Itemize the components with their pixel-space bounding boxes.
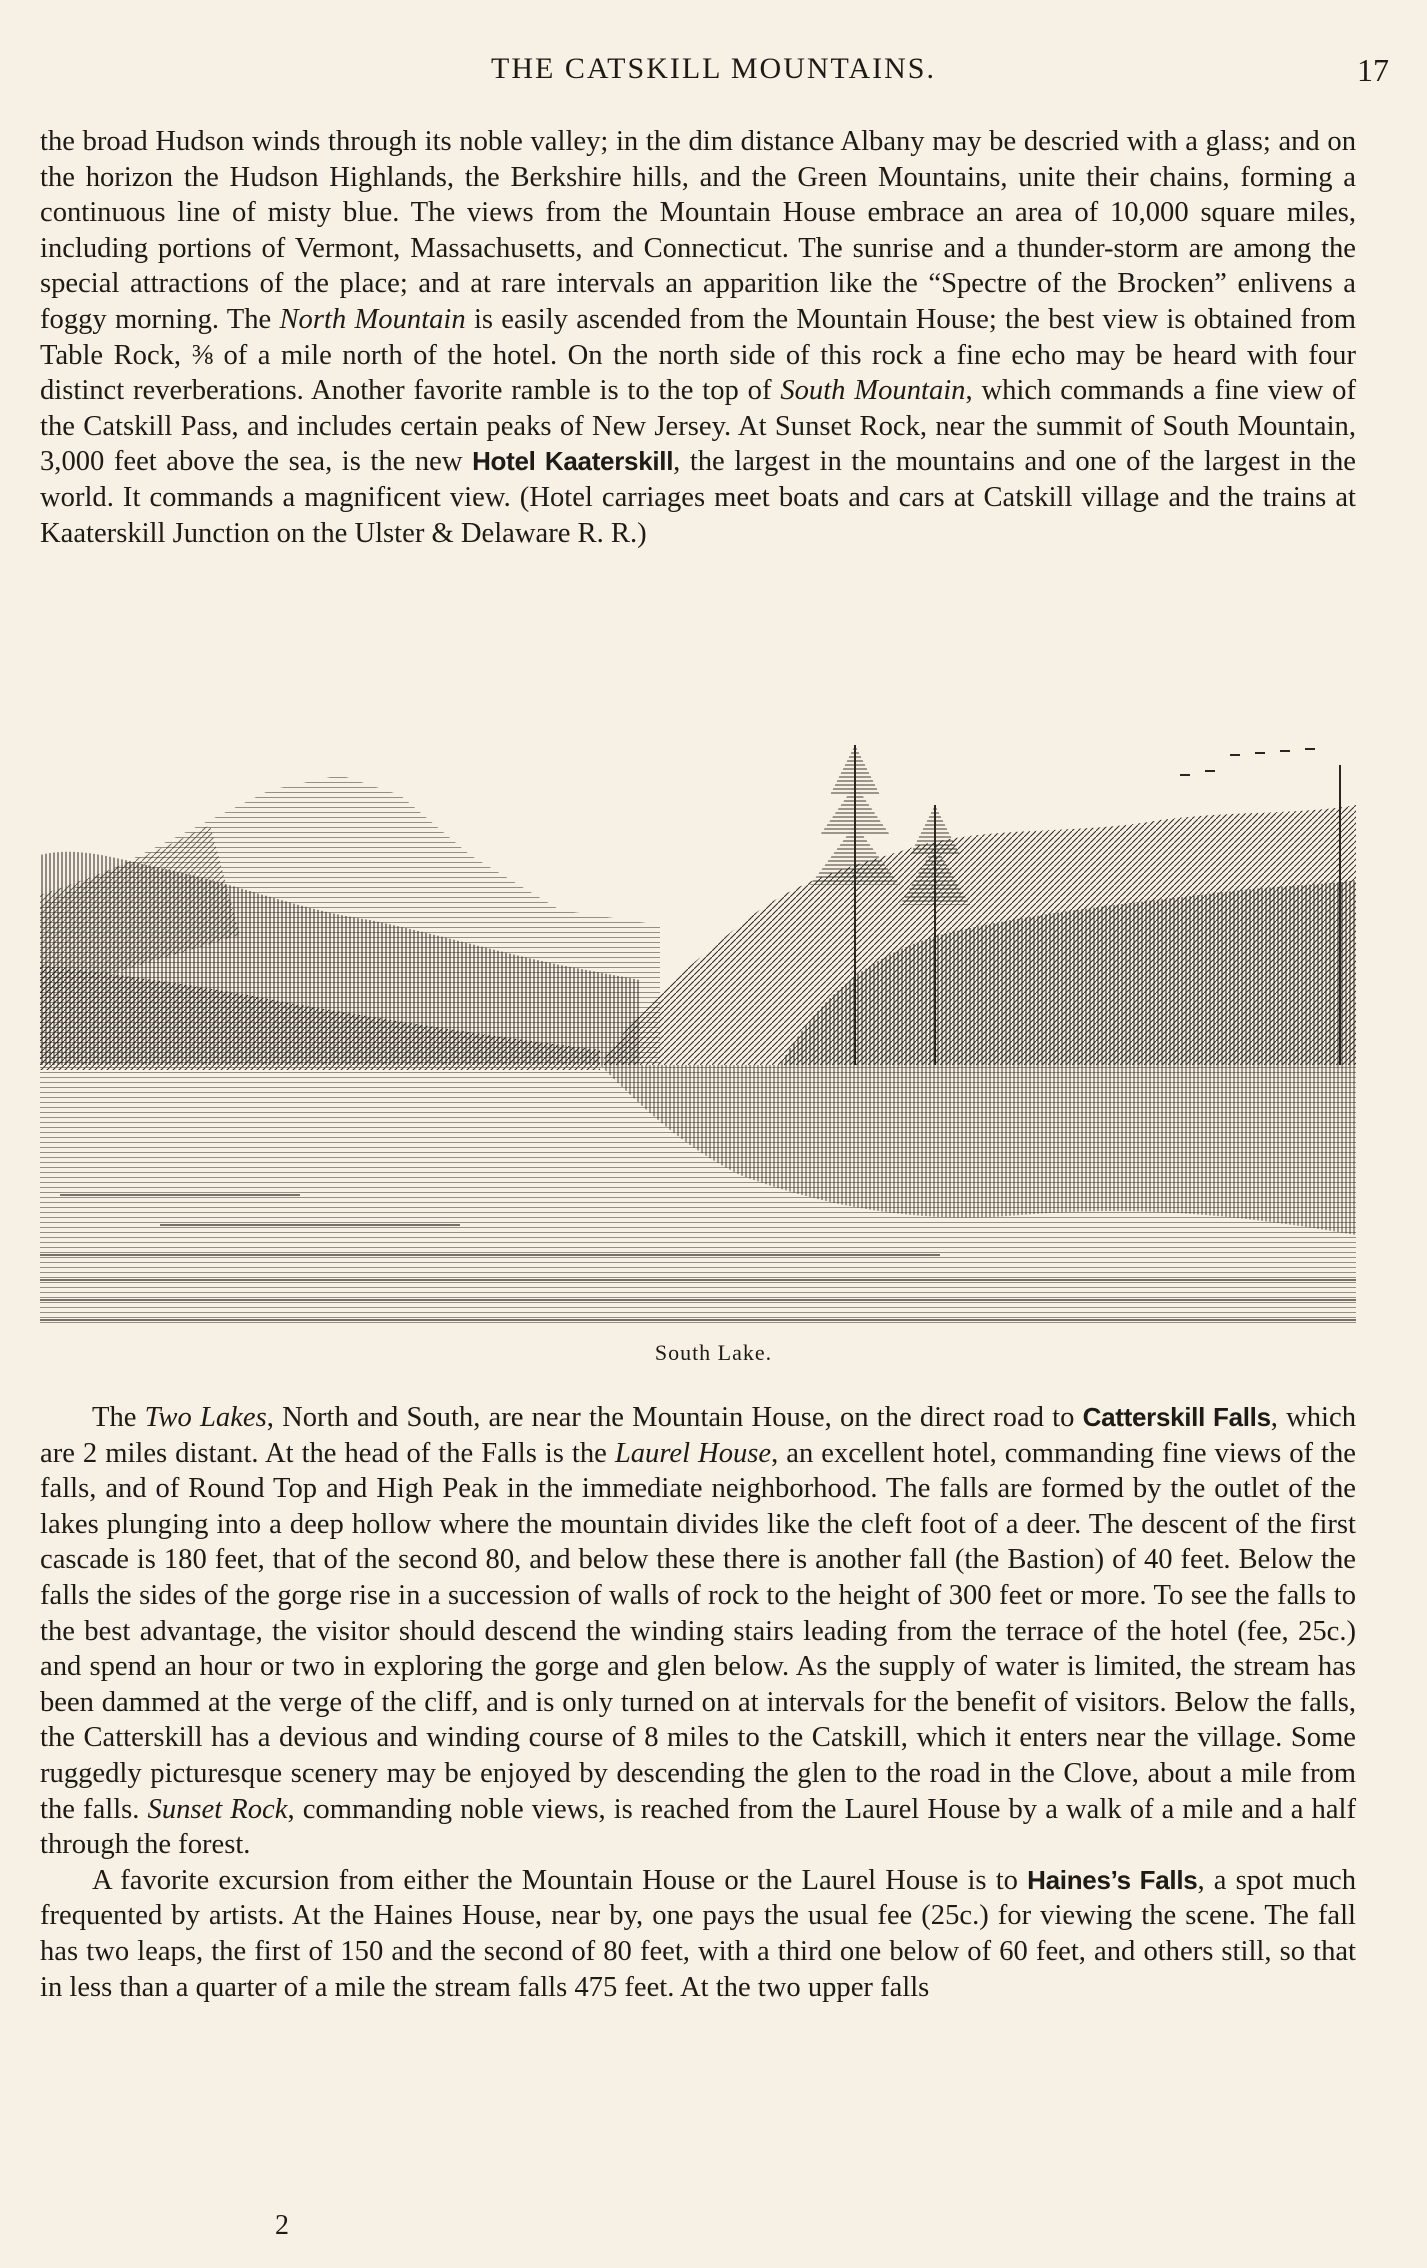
south-lake-engraving [40,735,1356,1325]
page-number: 17 [1357,52,1389,88]
paragraph-1: the broad Hudson winds through its noble valley; in the dim distance Albany may be descried with a glass; and on the horizon the Hudson Highlands, the Berkshire hills, and the Green Mountains, unite their chains, forming a continuous line of misty blue. The views from the Mountain House embrace an area of 10,000 square miles, including portions of Vermont, Massachusetts, and Connecticut. The sunrise and a thunder-storm are among the special attractions of the place; and at rare intervals an apparition like the “Spectre of the Brocken” enlivens a foggy morning. The North Mountain is easily ascended from the Mountain House; the best view is obtained from Table Rock, ⅜ of a mile north of the hotel. On the north side of this rock a fine echo may be heard with four distinct reverberations. Another favorite ramble is to the top of South Mountain, which commands a fine view of the Catskill Pass, and includes certain peaks of New Jersey. At Sunset Rock, near the summit of South Mountain, 3,000 feet above the sea, is the new Hotel Kaaterskill, the largest in the mountains and one of the largest in the world. It commands a magnificent view. (Hotel carriages meet boats and cars at Catskill village and the trains at Kaaterskill Junction on the Ulster & Delaware R. R.) [40,126,1357,549]
sunset-rock-italic: Sunset Rock [147,1793,288,1825]
two-lakes-italic: Two Lakes [144,1402,267,1433]
paragraph-top [40,124,1356,551]
laurel-house-italic: Laurel House [614,1437,772,1469]
signature-mark: 2 [275,2210,289,2241]
paragraph-2: The Two Lakes, North and South, are near the Mountain House, on the direct road to Catterskill Falls, which are 2 miles distant. At the head of the Falls is the Laurel House, an excellent hotel, commanding fine views of the falls, and of Round Top and High Peak in the immediate neighborhood. The falls are formed by the outlet of the lakes plunging into a deep hollow where the mountain divides like the cleft foot of a deer. The descent of the first cascade is 180 feet, that of the second 80, and below these there is another fall (the Bastion) of 40 feet. Below the falls the sides of the gorge rise in a succession of walls of rock to the height of 300 feet or more. To see the falls to the best advantage, the visitor should descend the winding stairs leading from the terrace of the hotel (fee, 25c.) and spend an hour or two in exploring the gorge and glen below. As the supply of water is limited, the stream has been dammed at the verge of the cliff, and is only turned on at intervals for the benefit of visitors. Below the falls, the Catterskill has a devious and winding course of 8 miles to the Catskill, which it enters near the village. Some ruggedly picturesque scenery may be enjoyed by descending the glen to the road in the Clove, about a mile from the falls. Sunset Rock, commanding noble views, is reached from the Laurel House by a walk of a mile and a half through the forest. [40,1402,1356,1861]
north-mountain-italic: North Mountain [279,303,466,335]
paragraph-3: A favorite excursion from either the Mountain House or the Laurel House is to Haines’s Falls, a spot much frequented by artists. At the Haines House, near by, one pays the usual fee (25c.) for viewing the scene. The fall has two leaps, the first of 150 and the second of 80 feet, with a third one below of 60 feet, and others still, so that in less than a quarter of a mile the stream falls 475 feet. At the two upper falls [40,1864,1356,2003]
running-head: THE CATSKILL MOUNTAINS. [491,52,936,85]
lake-landscape-picture [40,735,1356,1325]
hotel-kaaterskill-name: Hotel Kaaterskill [472,446,674,477]
south-mountain-italic: South Mountain [780,375,966,407]
illustration-caption: South Lake. [654,1340,773,1365]
haines-falls-name: Haines’s Falls [1027,1864,1198,1895]
paragraph-bottom [40,1400,1356,2005]
catterskill-falls-name: Catterskill Falls [1082,1402,1271,1432]
page-header [0,52,1427,96]
